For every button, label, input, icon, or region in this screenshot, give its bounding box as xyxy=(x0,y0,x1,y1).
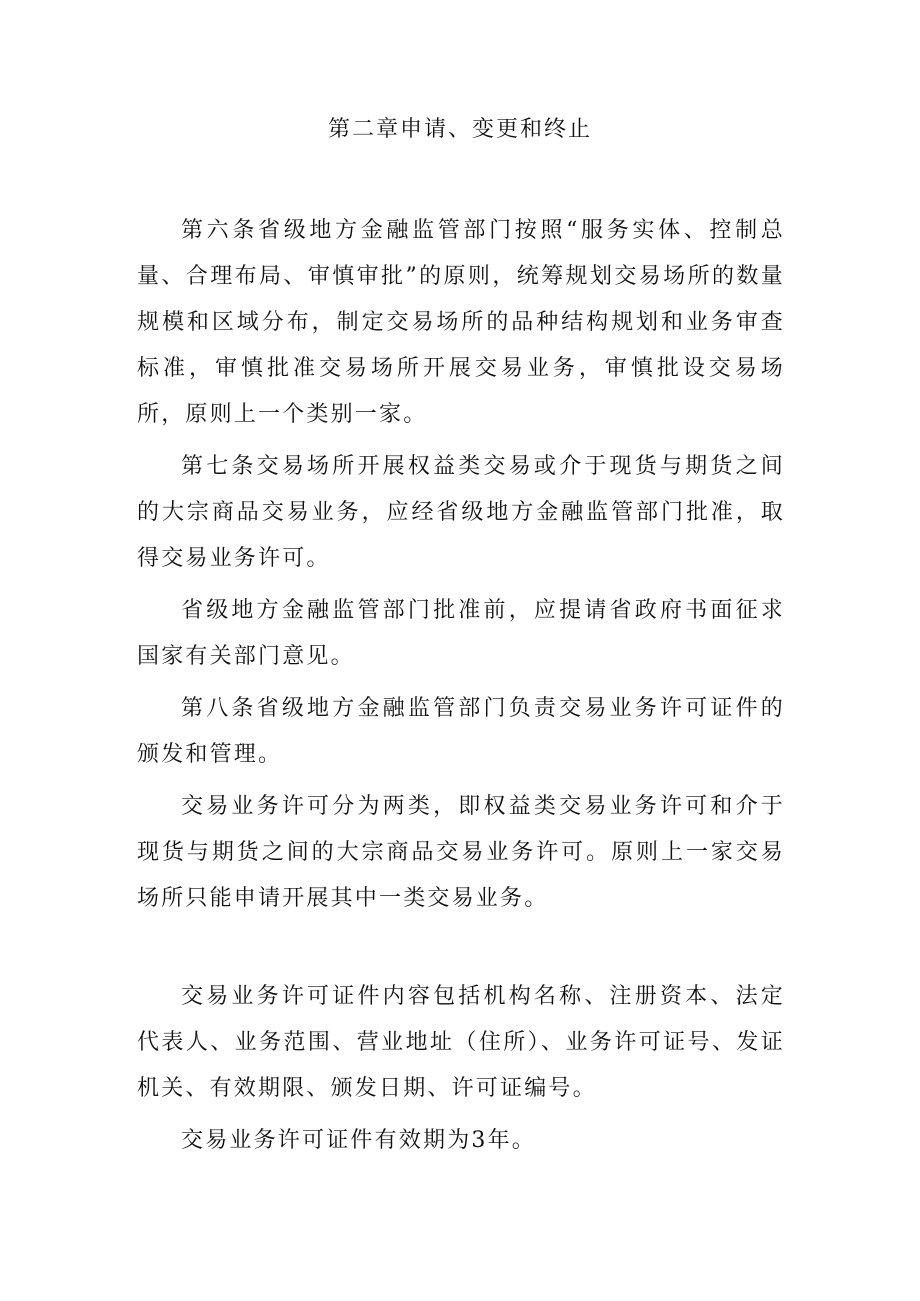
document-body xyxy=(137,208,785,1170)
paragraph-license-types: 交易业务许可分为两类，即权益类交易业务许可和介于现货与期货之间的大宗商品交易业务许可。原则上一家交易场所只能申请开展其中一类交易业务。 xyxy=(137,794,785,911)
paragraph-article-8: 第八条省级地方金融监管部门负责交易业务许可证件的颁发和管理。 xyxy=(137,696,785,767)
paragraph-article-6: 第六条省级地方金融监管部门按照“服务实体、控制总量、合理布局、审慎审批”的原则，统筹规划交易场所的数量规模和区域分布，制定交易场所的品种结构规划和业务审查标准，审慎批准交易场所开展交易业务，审慎批设交易场所，原则上一个类别一家。 xyxy=(137,218,785,427)
paragraph-license-contents: 交易业务许可证件内容包括机构名称、注册资本、法定代表人、业务范围、营业地址（住所）、业务许可证号、发证机关、有效期限、颁发日期、许可证编号。 xyxy=(137,984,785,1101)
chapter-title: 第二章申请、变更和终止 xyxy=(327,117,592,142)
paragraph-article-7: 第七条交易场所开展权益类交易或介于现货与期货之间的大宗商品交易业务，应经省级地方金融监管部门批准，取得交易业务许可。 xyxy=(137,454,785,571)
paragraph-approval-opinion: 省级地方金融监管部门批准前，应提请省政府书面征求国家有关部门意见。 xyxy=(137,598,785,669)
paragraph-license-validity: 交易业务许可证件有效期为3年。 xyxy=(181,1128,536,1153)
